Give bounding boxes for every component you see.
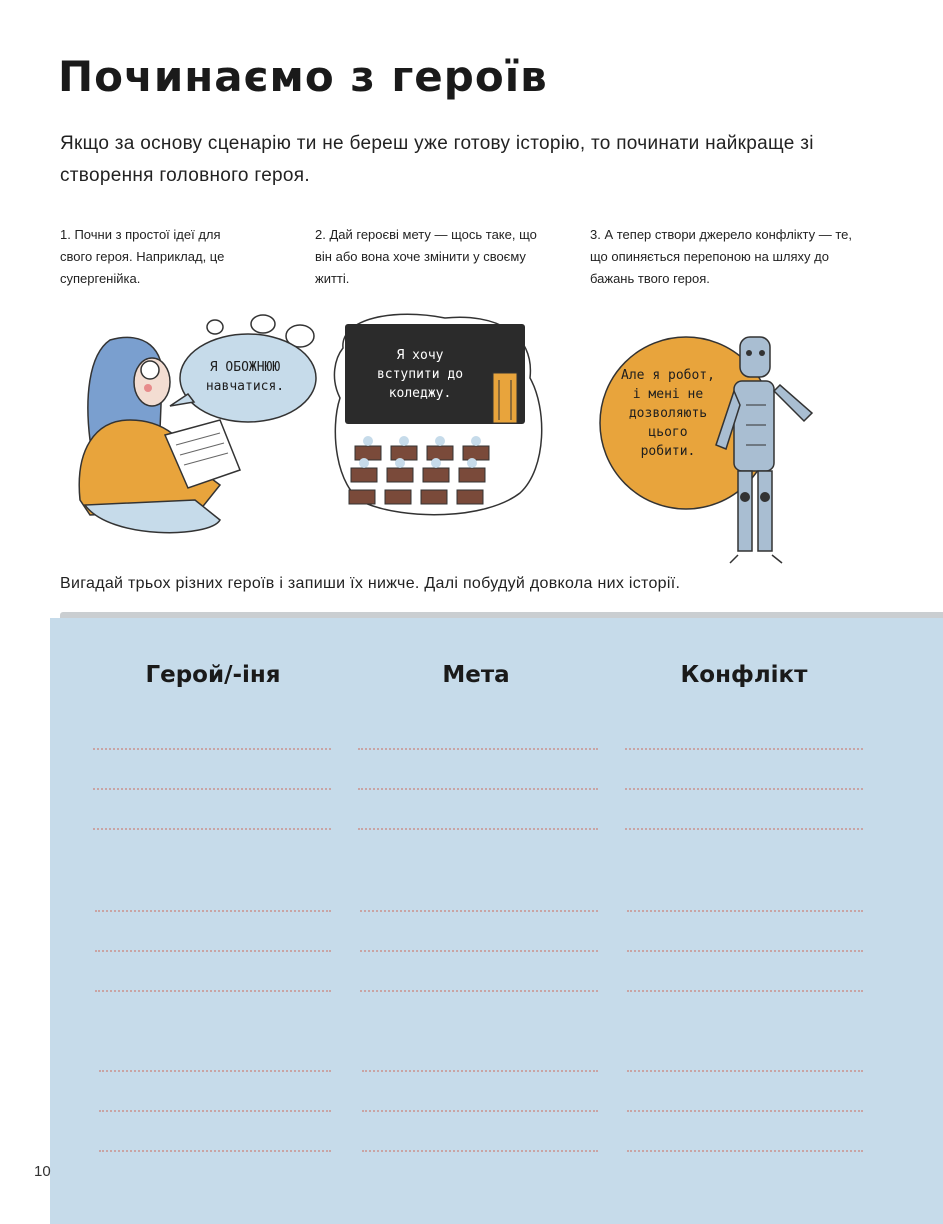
column-header-hero: Герой/-іня (145, 662, 281, 688)
conflict-line[interactable] (627, 990, 863, 992)
hero-line[interactable] (93, 788, 331, 790)
hero-line[interactable] (95, 990, 331, 992)
goal-line[interactable] (362, 1150, 598, 1152)
hero-line[interactable] (95, 950, 331, 952)
step-2-text: 2. Дай героєві мету — щось таке, що він або вона хоче змінити у своєму житті. (315, 227, 537, 286)
conflict-line[interactable] (627, 1110, 863, 1112)
conflict-line[interactable] (625, 788, 863, 790)
conflict-line[interactable] (627, 1150, 863, 1152)
intro-text: Якщо за основу сценарію ти не береш уже готову історію, то починати найкраще зі створення головного героя. (60, 133, 814, 186)
hero-line[interactable] (95, 910, 331, 912)
goal-line[interactable] (362, 1070, 598, 1072)
step-1-speech: Я ОБОЖНЮЮ навчатися. (205, 360, 285, 394)
instruction-text: Вигадай трьох різних героїв і запиши їх нижче. Далі побудуй довкола них історії. (60, 575, 681, 592)
goal-line[interactable] (360, 990, 598, 992)
page-number: 10 (34, 1163, 51, 1180)
step-2-speech: Я хочу вступити до коледжу. (376, 348, 464, 401)
conflict-line[interactable] (627, 950, 863, 952)
step-3-speech: Але я робот, і мені не дозволяють цього робити. (621, 368, 715, 459)
hero-line[interactable] (99, 1070, 331, 1072)
goal-line[interactable] (358, 788, 598, 790)
step-1-text: 1. Почни з простої ідеї для свого героя. Наприклад, це супергенійка. (60, 227, 225, 286)
goal-line[interactable] (360, 910, 598, 912)
column-header-conflict: Конфлікт (680, 662, 808, 688)
column-header-goal: Мета (442, 662, 510, 688)
goal-line[interactable] (362, 1110, 598, 1112)
conflict-line[interactable] (625, 828, 863, 830)
classroom-illustration (325, 308, 550, 523)
hero-line[interactable] (93, 828, 331, 830)
conflict-line[interactable] (627, 1070, 863, 1072)
goal-line[interactable] (360, 950, 598, 952)
goal-line[interactable] (358, 828, 598, 830)
hero-line[interactable] (99, 1110, 331, 1112)
conflict-line[interactable] (627, 910, 863, 912)
hero-line[interactable] (99, 1150, 331, 1152)
girl-reading-illustration (70, 310, 330, 540)
conflict-line[interactable] (625, 748, 863, 750)
goal-line[interactable] (358, 748, 598, 750)
page-title: Починаємо з героїв (58, 52, 548, 101)
worksheet-panel (50, 618, 943, 1224)
hero-line[interactable] (93, 748, 331, 750)
step-3-text: 3. А тепер створи джерело конфлікту — те, що опиняється перепоною на шляху до бажань твого героя. (590, 227, 852, 286)
